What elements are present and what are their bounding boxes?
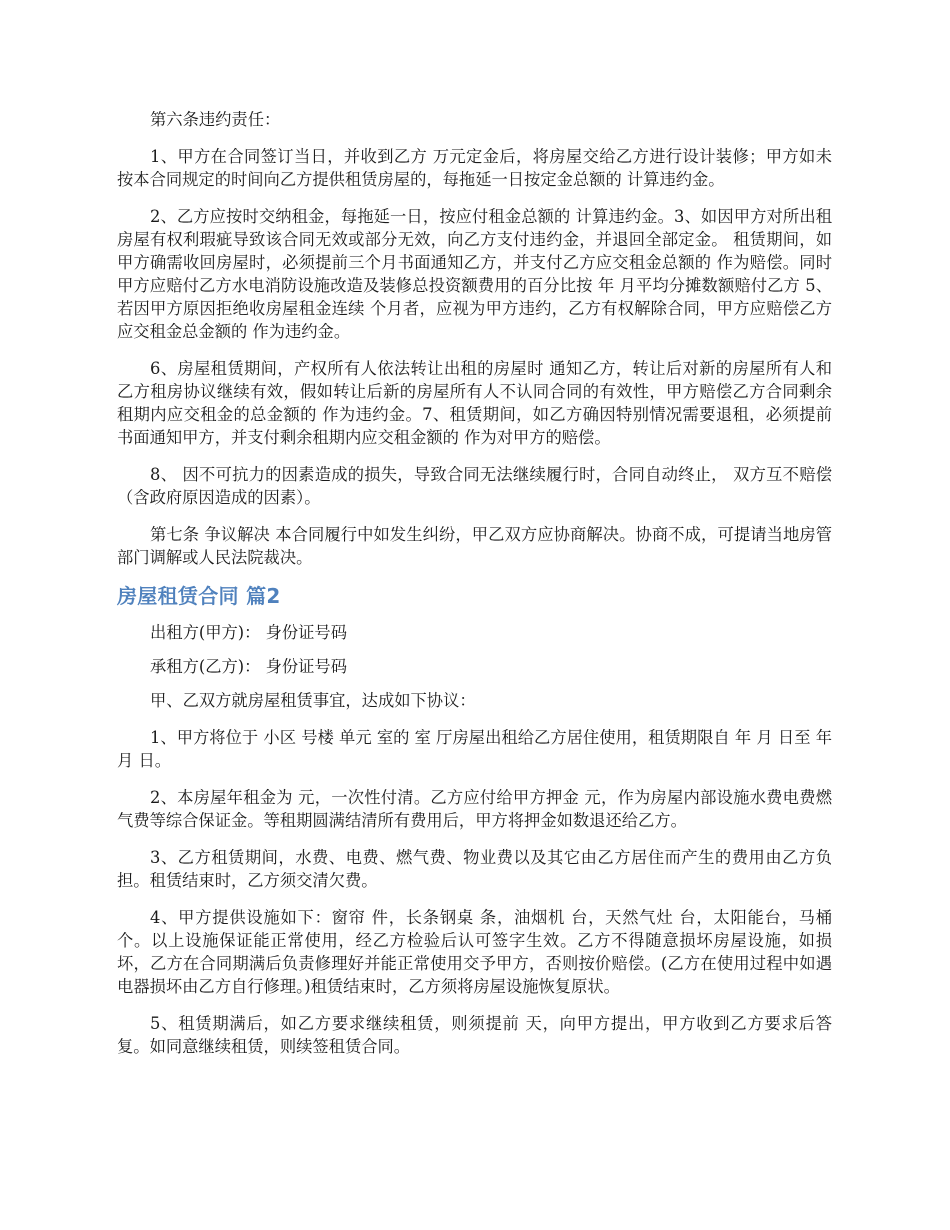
- lease-clause-4: 4、甲方提供设施如下：窗帘 件，长条钢桌 条，油烟机 台，天然气灶 台，太阳能台，马桶 个。以上设施保证能正常使用，经乙方检验后认可签字生效。乙方不得随意损坏房屋设施，如损坏，乙方在合同期满后负责修理好并能正常使用交予甲方，否则按价赔偿。(乙方在使用过程中如遇电器损坏由乙方自行修理。)租赁结束时，乙方须将房屋设施恢复原状。: [117, 908, 832, 996]
- lease-clause-2: 2、本房屋年租金为 元，一次性付清。乙方应付给甲方押金 元，作为房屋内部设施水费电费燃气费等综合保证金。等租期圆满结清所有费用后，甲方将押金如数退还给乙方。: [117, 788, 832, 830]
- lessor-line: 出租方(甲方)： 身份证号码: [150, 623, 347, 642]
- article-six-clause-2-5: 2、乙方应按时交纳租金，每拖延一日，按应付租金总额的 计算违约金。3、如因甲方对所出租房屋有权利瑕疵导致该合同无效或部分无效，向乙方支付违约金，并退回全部定金。 租赁期间，如甲方确需收回房屋时，必须提前三个月书面通知乙方，并支付乙方应交租金总额的 作为赔偿。同时甲方应赔付乙方水电消防设施改造及装修总投资额费用的百分比按 年 月平均分摊数额赔付乙方 5、若因甲方原因拒绝收房屋租金连续 个月者，应视为甲方违约，乙方有权解除合同，甲方应赔偿乙方应交租金总金额的 作为违约金。: [117, 207, 832, 341]
- section-heading: 房屋租赁合同 篇2: [117, 584, 281, 608]
- lease-clause-1: 1、甲方将位于 小区 号楼 单元 室的 室 厅房屋出租给乙方居住使用，租赁期限自 年 月 日至 年 月 日。: [117, 728, 832, 770]
- lease-clause-5: 5、租赁期满后，如乙方要求继续租赁，则须提前 天，向甲方提出，甲方收到乙方要求后答复。如同意继续租赁，则续签租赁合同。: [117, 1014, 832, 1056]
- article-seven: 第七条 争议解决 本合同履行中如发生纠纷，甲乙双方应协商解决。协商不成，可提请当地房管部门调解或人民法院裁决。: [117, 525, 832, 567]
- lease-clause-3: 3、乙方租赁期间，水费、电费、燃气费、物业费以及其它由乙方居住而产生的费用由乙方负担。租赁结束时，乙方须交清欠费。: [117, 848, 832, 890]
- article-six-clause-8: 8、 因不可抗力的因素造成的损失，导致合同无法继续履行时，合同自动终止， 双方互不赔偿（含政府原因造成的因素）。: [117, 465, 832, 507]
- article-six-clause-1: 1、甲方在合同签订当日，并收到乙方 万元定金后，将房屋交给乙方进行设计装修；甲方如未按本合同规定的时间向乙方提供租赁房屋的，每拖延一日按定金总额的 计算违约金。: [117, 147, 832, 189]
- article-six-title: 第六条违约责任：: [150, 110, 281, 129]
- article-six-clause-6-7: 6、房屋租赁期间，产权所有人依法转让出租的房屋时 通知乙方，转让后对新的房屋所有人和乙方租房协议继续有效，假如转让后新的房屋所有人不认同合同的有效性，甲方赔偿乙方合同剩余租期内应交租金的总金额的 作为违约金。7、租赁期间，如乙方确因特别情况需要退租，必须提前 书面通知甲方，并支付剩余租期内应交租金额的 作为对甲方的赔偿。: [117, 359, 832, 447]
- lessee-line: 承租方(乙方)： 身份证号码: [150, 657, 347, 676]
- agreement-intro: 甲、乙双方就房屋租赁事宜，达成如下协议：: [150, 691, 476, 710]
